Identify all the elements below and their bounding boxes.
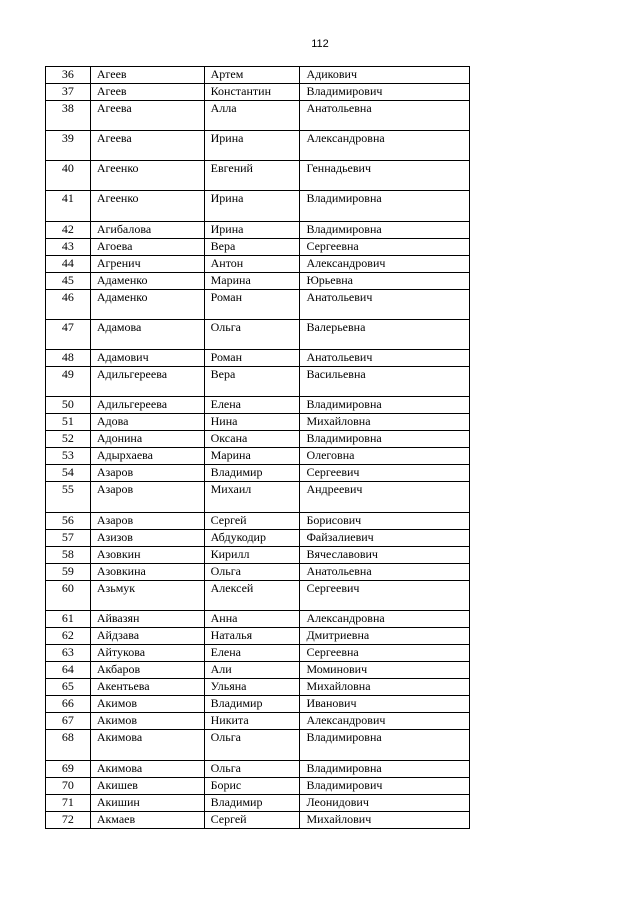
row-number-cell: 59 bbox=[46, 564, 91, 581]
row-number-cell: 43 bbox=[46, 239, 91, 256]
first-name-cell: Кирилл bbox=[204, 547, 300, 564]
patronymic-cell: Борисович bbox=[300, 513, 470, 530]
last-name-cell: Акимова bbox=[90, 730, 204, 761]
first-name-cell: Вера bbox=[204, 367, 300, 397]
last-name-cell: Агибалова bbox=[90, 222, 204, 239]
first-name-cell: Марина bbox=[204, 448, 300, 465]
first-name-cell: Алексей bbox=[204, 581, 300, 611]
row-number-cell: 46 bbox=[46, 290, 91, 320]
first-name-cell: Ирина bbox=[204, 191, 300, 222]
row-number-cell: 42 bbox=[46, 222, 91, 239]
table-row bbox=[46, 222, 470, 239]
first-name-cell: Оксана bbox=[204, 431, 300, 448]
patronymic-cell: Владимирович bbox=[300, 778, 470, 795]
table-row bbox=[46, 679, 470, 696]
table-row bbox=[46, 320, 470, 350]
first-name-cell: Антон bbox=[204, 256, 300, 273]
first-name-cell: Ольга bbox=[204, 761, 300, 778]
last-name-cell: Азаров bbox=[90, 482, 204, 513]
name-roster-table bbox=[45, 66, 470, 829]
last-name-cell: Азаров bbox=[90, 513, 204, 530]
table-row bbox=[46, 67, 470, 84]
table-row bbox=[46, 778, 470, 795]
first-name-cell: Роман bbox=[204, 290, 300, 320]
first-name-cell: Наталья bbox=[204, 628, 300, 645]
last-name-cell: Айдзава bbox=[90, 628, 204, 645]
first-name-cell: Ольга bbox=[204, 320, 300, 350]
table-row bbox=[46, 367, 470, 397]
patronymic-cell: Олеговна bbox=[300, 448, 470, 465]
last-name-cell: Агеенко bbox=[90, 161, 204, 191]
row-number-cell: 55 bbox=[46, 482, 91, 513]
patronymic-cell: Анатольевна bbox=[300, 564, 470, 581]
first-name-cell: Елена bbox=[204, 397, 300, 414]
row-number-cell: 65 bbox=[46, 679, 91, 696]
first-name-cell: Владимир bbox=[204, 696, 300, 713]
last-name-cell: Агоева bbox=[90, 239, 204, 256]
patronymic-cell: Владимировна bbox=[300, 730, 470, 761]
table-row bbox=[46, 101, 470, 131]
table-row bbox=[46, 564, 470, 581]
patronymic-cell: Владимировна bbox=[300, 222, 470, 239]
row-number-cell: 70 bbox=[46, 778, 91, 795]
table-row bbox=[46, 513, 470, 530]
last-name-cell: Акишев bbox=[90, 778, 204, 795]
first-name-cell: Абдукодир bbox=[204, 530, 300, 547]
patronymic-cell: Михайловна bbox=[300, 414, 470, 431]
row-number-cell: 62 bbox=[46, 628, 91, 645]
row-number-cell: 47 bbox=[46, 320, 91, 350]
patronymic-cell: Файзалиевич bbox=[300, 530, 470, 547]
last-name-cell: Акимов bbox=[90, 713, 204, 730]
patronymic-cell: Моминович bbox=[300, 662, 470, 679]
table-row bbox=[46, 131, 470, 161]
first-name-cell: Нина bbox=[204, 414, 300, 431]
table-row bbox=[46, 761, 470, 778]
last-name-cell: Адамович bbox=[90, 350, 204, 367]
patronymic-cell: Анатольевич bbox=[300, 350, 470, 367]
table-row bbox=[46, 350, 470, 367]
last-name-cell: Акимова bbox=[90, 761, 204, 778]
table-row bbox=[46, 448, 470, 465]
row-number-cell: 56 bbox=[46, 513, 91, 530]
first-name-cell: Борис bbox=[204, 778, 300, 795]
table-row bbox=[46, 696, 470, 713]
patronymic-cell: Владимировна bbox=[300, 397, 470, 414]
first-name-cell: Ольга bbox=[204, 564, 300, 581]
last-name-cell: Агеева bbox=[90, 131, 204, 161]
table-row bbox=[46, 547, 470, 564]
row-number-cell: 63 bbox=[46, 645, 91, 662]
row-number-cell: 64 bbox=[46, 662, 91, 679]
last-name-cell: Айвазян bbox=[90, 611, 204, 628]
table-row bbox=[46, 465, 470, 482]
first-name-cell: Никита bbox=[204, 713, 300, 730]
patronymic-cell: Владимировна bbox=[300, 431, 470, 448]
first-name-cell: Сергей bbox=[204, 812, 300, 829]
patronymic-cell: Васильевна bbox=[300, 367, 470, 397]
last-name-cell: Адаменко bbox=[90, 290, 204, 320]
patronymic-cell: Владимировна bbox=[300, 191, 470, 222]
table-row bbox=[46, 581, 470, 611]
last-name-cell: Азовкина bbox=[90, 564, 204, 581]
table-row bbox=[46, 273, 470, 290]
last-name-cell: Адырхаева bbox=[90, 448, 204, 465]
row-number-cell: 72 bbox=[46, 812, 91, 829]
patronymic-cell: Геннадьевич bbox=[300, 161, 470, 191]
patronymic-cell: Андреевич bbox=[300, 482, 470, 513]
first-name-cell: Ульяна bbox=[204, 679, 300, 696]
row-number-cell: 51 bbox=[46, 414, 91, 431]
row-number-cell: 67 bbox=[46, 713, 91, 730]
table-row bbox=[46, 290, 470, 320]
patronymic-cell: Сергеевна bbox=[300, 645, 470, 662]
patronymic-cell: Владимировна bbox=[300, 761, 470, 778]
first-name-cell: Ирина bbox=[204, 131, 300, 161]
last-name-cell: Айтукова bbox=[90, 645, 204, 662]
table-row bbox=[46, 84, 470, 101]
row-number-cell: 69 bbox=[46, 761, 91, 778]
last-name-cell: Агренич bbox=[90, 256, 204, 273]
row-number-cell: 58 bbox=[46, 547, 91, 564]
first-name-cell: Владимир bbox=[204, 795, 300, 812]
row-number-cell: 57 bbox=[46, 530, 91, 547]
last-name-cell: Адильгереева bbox=[90, 367, 204, 397]
last-name-cell: Акишин bbox=[90, 795, 204, 812]
first-name-cell: Анна bbox=[204, 611, 300, 628]
patronymic-cell: Вячеславович bbox=[300, 547, 470, 564]
last-name-cell: Агеев bbox=[90, 84, 204, 101]
patronymic-cell: Александрович bbox=[300, 713, 470, 730]
table-row bbox=[46, 645, 470, 662]
row-number-cell: 48 bbox=[46, 350, 91, 367]
row-number-cell: 66 bbox=[46, 696, 91, 713]
patronymic-cell: Александрович bbox=[300, 256, 470, 273]
first-name-cell: Ирина bbox=[204, 222, 300, 239]
first-name-cell: Роман bbox=[204, 350, 300, 367]
table-row bbox=[46, 161, 470, 191]
row-number-cell: 40 bbox=[46, 161, 91, 191]
patronymic-cell: Адикович bbox=[300, 67, 470, 84]
first-name-cell: Али bbox=[204, 662, 300, 679]
row-number-cell: 38 bbox=[46, 101, 91, 131]
table-row bbox=[46, 795, 470, 812]
last-name-cell: Акимов bbox=[90, 696, 204, 713]
last-name-cell: Азьмук bbox=[90, 581, 204, 611]
table-row bbox=[46, 628, 470, 645]
table-row bbox=[46, 713, 470, 730]
last-name-cell: Акмаев bbox=[90, 812, 204, 829]
first-name-cell: Артем bbox=[204, 67, 300, 84]
first-name-cell: Вера bbox=[204, 239, 300, 256]
row-number-cell: 71 bbox=[46, 795, 91, 812]
row-number-cell: 45 bbox=[46, 273, 91, 290]
last-name-cell: Адова bbox=[90, 414, 204, 431]
first-name-cell: Владимир bbox=[204, 465, 300, 482]
first-name-cell: Марина bbox=[204, 273, 300, 290]
patronymic-cell: Сергеевна bbox=[300, 239, 470, 256]
table-row bbox=[46, 397, 470, 414]
first-name-cell: Михаил bbox=[204, 482, 300, 513]
row-number-cell: 37 bbox=[46, 84, 91, 101]
last-name-cell: Агеева bbox=[90, 101, 204, 131]
patronymic-cell: Анатольевич bbox=[300, 290, 470, 320]
last-name-cell: Адильгереева bbox=[90, 397, 204, 414]
table-row bbox=[46, 812, 470, 829]
table-row bbox=[46, 191, 470, 222]
patronymic-cell: Сергеевич bbox=[300, 465, 470, 482]
table-row bbox=[46, 414, 470, 431]
table-row bbox=[46, 431, 470, 448]
row-number-cell: 52 bbox=[46, 431, 91, 448]
row-number-cell: 44 bbox=[46, 256, 91, 273]
last-name-cell: Адонина bbox=[90, 431, 204, 448]
table-row bbox=[46, 239, 470, 256]
patronymic-cell: Иванович bbox=[300, 696, 470, 713]
table-row bbox=[46, 662, 470, 679]
last-name-cell: Азизов bbox=[90, 530, 204, 547]
row-number-cell: 54 bbox=[46, 465, 91, 482]
patronymic-cell: Анатольевна bbox=[300, 101, 470, 131]
row-number-cell: 41 bbox=[46, 191, 91, 222]
table-body bbox=[46, 67, 470, 829]
last-name-cell: Азаров bbox=[90, 465, 204, 482]
table-row bbox=[46, 482, 470, 513]
last-name-cell: Адаменко bbox=[90, 273, 204, 290]
row-number-cell: 68 bbox=[46, 730, 91, 761]
first-name-cell: Евгений bbox=[204, 161, 300, 191]
patronymic-cell: Леонидович bbox=[300, 795, 470, 812]
last-name-cell: Агеенко bbox=[90, 191, 204, 222]
patronymic-cell: Владимирович bbox=[300, 84, 470, 101]
patronymic-cell: Сергеевич bbox=[300, 581, 470, 611]
patronymic-cell: Дмитриевна bbox=[300, 628, 470, 645]
table-row bbox=[46, 730, 470, 761]
last-name-cell: Азовкин bbox=[90, 547, 204, 564]
first-name-cell: Константин bbox=[204, 84, 300, 101]
first-name-cell: Елена bbox=[204, 645, 300, 662]
patronymic-cell: Валерьевна bbox=[300, 320, 470, 350]
first-name-cell: Алла bbox=[204, 101, 300, 131]
table-row bbox=[46, 530, 470, 547]
row-number-cell: 61 bbox=[46, 611, 91, 628]
patronymic-cell: Михайлович bbox=[300, 812, 470, 829]
row-number-cell: 39 bbox=[46, 131, 91, 161]
page-number: 112 bbox=[311, 38, 329, 50]
patronymic-cell: Юрьевна bbox=[300, 273, 470, 290]
table-row bbox=[46, 256, 470, 273]
patronymic-cell: Александровна bbox=[300, 611, 470, 628]
row-number-cell: 53 bbox=[46, 448, 91, 465]
first-name-cell: Ольга bbox=[204, 730, 300, 761]
row-number-cell: 60 bbox=[46, 581, 91, 611]
last-name-cell: Агеев bbox=[90, 67, 204, 84]
first-name-cell: Сергей bbox=[204, 513, 300, 530]
last-name-cell: Акбаров bbox=[90, 662, 204, 679]
last-name-cell: Адамова bbox=[90, 320, 204, 350]
last-name-cell: Акентьева bbox=[90, 679, 204, 696]
table-row bbox=[46, 611, 470, 628]
patronymic-cell: Александровна bbox=[300, 131, 470, 161]
patronymic-cell: Михайловна bbox=[300, 679, 470, 696]
row-number-cell: 49 bbox=[46, 367, 91, 397]
row-number-cell: 50 bbox=[46, 397, 91, 414]
row-number-cell: 36 bbox=[46, 67, 91, 84]
